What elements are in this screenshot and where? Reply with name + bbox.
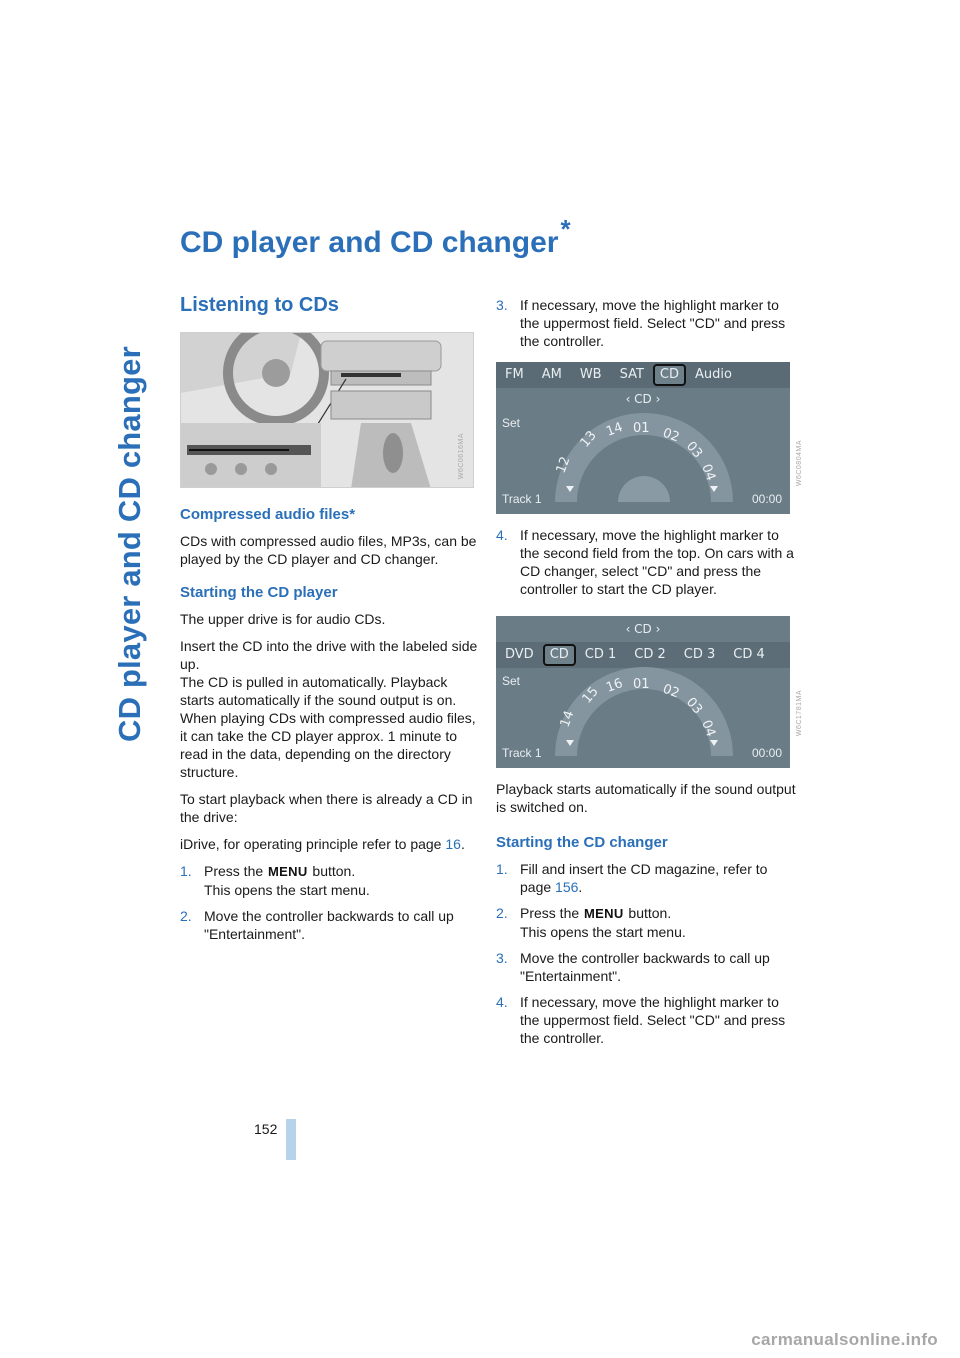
idrive-period: .	[460, 836, 465, 852]
set-label: Set	[502, 416, 521, 430]
step-number: 4.	[496, 994, 508, 1010]
page-title-text: CD player and CD changer	[180, 226, 559, 259]
tab-cd: CD	[653, 364, 686, 386]
track-time: 00:00	[751, 746, 782, 760]
step-number: 2.	[180, 908, 192, 924]
list-item	[496, 993, 796, 1047]
tab-cd-4: CD 4	[733, 647, 765, 662]
list-item	[496, 296, 796, 350]
image-code: W6C1781MA	[796, 690, 803, 737]
page-link-156[interactable]: 156	[555, 879, 579, 895]
track-number: 03	[682, 694, 706, 718]
set-label: Set	[502, 674, 521, 688]
step-text: Fill and insert the CD magazine, refer to page	[520, 861, 768, 895]
tab-cd-3: CD 3	[683, 647, 716, 662]
track-number: 14	[604, 420, 625, 440]
dashboard-cd-drive-image	[180, 332, 474, 488]
step-line2: This opens the start menu.	[520, 924, 686, 940]
track-number: 03	[682, 438, 706, 462]
track-label: Track 1	[502, 492, 542, 506]
right-column	[496, 296, 796, 1055]
track-time: 00:00	[751, 492, 782, 506]
idrive-text-body: iDrive, for operating principle refer to page	[180, 836, 446, 852]
to-start-text: To start playback when there is already a CD in the drive:	[180, 791, 473, 825]
page-link-16[interactable]: 16	[445, 836, 461, 852]
list-item	[180, 907, 480, 943]
starting-cd-changer-heading: Starting the CD changer	[496, 834, 668, 851]
optional-equipment-star: *	[560, 214, 571, 244]
step-number: 3.	[496, 950, 508, 966]
step-text: If necessary, move the highlight marker to the uppermost field. Select "CD" and press the controller.	[520, 994, 786, 1046]
track-number: 13	[577, 428, 600, 451]
tab-cd-1: CD 1	[584, 647, 617, 662]
tab-cd: CD	[543, 644, 576, 666]
image-code: W6C0804MA	[796, 440, 803, 487]
track-number: 14	[557, 708, 578, 730]
step-post: button.	[624, 905, 672, 921]
step-post: .	[578, 879, 583, 895]
tab-am: AM	[541, 367, 562, 382]
step-text: If necessary, move the highlight marker to the second field from the top. On cars with a CD changer, select "CD" and press the controller to start the CD player.	[520, 527, 794, 597]
tab-fm: FM	[505, 367, 524, 382]
tab-wb: WB	[579, 367, 602, 382]
track-number: 02	[660, 681, 682, 702]
list-item	[496, 526, 796, 598]
step-number: 3.	[496, 297, 508, 313]
step-text: Move the controller backwards to call up "Entertainment".	[204, 908, 454, 942]
track-number: 04	[698, 462, 718, 483]
step-text: Move the controller backwards to call up "Entertainment".	[520, 950, 770, 984]
track-number: 01	[633, 421, 650, 436]
tab-audio: Audio	[695, 367, 732, 382]
section-heading: Listening to CDs	[180, 294, 339, 316]
tab-sat: SAT	[619, 367, 644, 382]
tab-cd-2: CD 2	[634, 647, 666, 662]
step-line2: This opens the start menu.	[204, 882, 370, 898]
list-item	[496, 860, 796, 896]
step-3	[496, 296, 796, 350]
cd-row: ‹ CD ›	[625, 622, 661, 636]
idrive-screen-cd-select	[496, 362, 790, 514]
footer-watermark: carmanualsonline.info	[751, 1330, 938, 1349]
track-number: 02	[660, 425, 682, 446]
list-item	[496, 904, 796, 941]
step-number: 1.	[180, 863, 192, 879]
insert-cd-text: Insert the CD into the drive with the labeled side up.	[180, 638, 478, 672]
dashboard-illustration	[181, 333, 474, 488]
cd-row: ‹ CD ›	[625, 392, 661, 406]
step-4	[496, 526, 796, 598]
compressed-audio-text: CDs with compressed audio files, MP3s, can be played by the CD player and CD changer.	[180, 533, 477, 567]
compressed-audio-heading: Compressed audio files*	[180, 506, 356, 523]
track-number: 16	[604, 676, 625, 696]
step-number: 2.	[496, 905, 508, 921]
left-column	[180, 296, 480, 951]
step-text: If necessary, move the highlight marker to the uppermost field. Select "CD" and press the controller.	[520, 297, 786, 349]
track-number: 12	[553, 454, 574, 476]
starting-cd-player-heading: Starting the CD player	[180, 584, 338, 601]
playback-text: Playback starts automatically if the sound output is switched on.	[496, 781, 796, 815]
menu-button-icon: MENU	[584, 906, 624, 921]
tab-dvd: DVD	[505, 647, 534, 662]
page-title	[180, 214, 571, 260]
idrive-screen-cd-changer	[496, 616, 790, 768]
changer-steps	[496, 860, 796, 1047]
menu-button-icon: MENU	[268, 864, 308, 879]
track-number: 04	[698, 718, 718, 739]
track-label: Track 1	[502, 746, 542, 760]
upper-drive-text: The upper drive is for audio CDs.	[180, 611, 386, 627]
idrive-text	[180, 835, 480, 853]
start-player-steps	[180, 862, 480, 943]
step-pre: Press the	[520, 905, 584, 921]
image-code: W6C0616MA	[458, 433, 465, 480]
pulled-in-text: The CD is pulled in automatically. Playback starts automatically if the sound output is on. When playing CDs with compressed audio files, it can take the CD player approx. 1 minute to read in the data, depending on the directory structure.	[180, 674, 476, 780]
track-number: 15	[579, 684, 602, 707]
list-item	[180, 862, 480, 899]
side-chapter-title: CD player and CD changer	[112, 346, 147, 742]
step-number: 1.	[496, 861, 508, 877]
page-number: 152	[254, 1121, 278, 1137]
page-number-bar	[286, 1119, 296, 1160]
track-number: 01	[633, 677, 650, 692]
step-post: button.	[308, 863, 356, 879]
list-item	[496, 949, 796, 985]
step-pre: Press the	[204, 863, 268, 879]
step-number: 4.	[496, 527, 508, 543]
